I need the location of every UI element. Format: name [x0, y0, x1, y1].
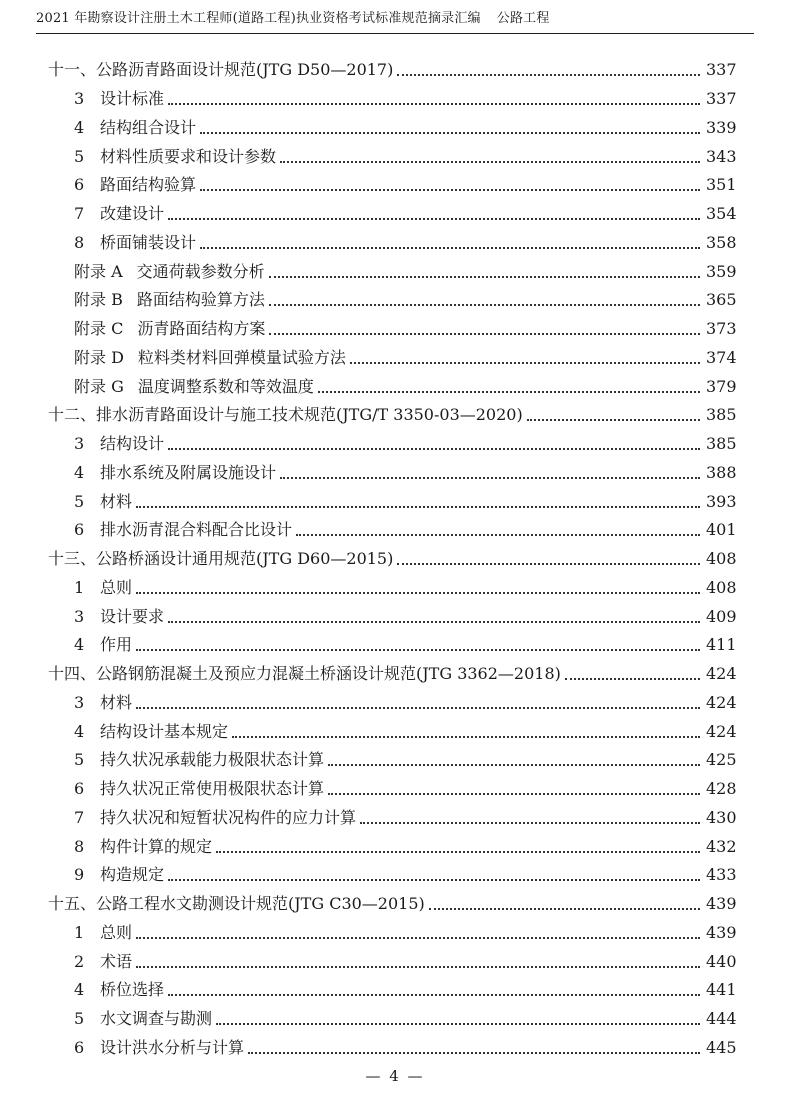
dot-leader — [200, 132, 700, 134]
toc-entry-number: 6 — [74, 779, 85, 799]
toc-entry-number: 4 — [74, 117, 85, 137]
toc-entry-page: 385 — [706, 405, 737, 425]
toc-entry-title: 十三、公路桥涵设计通用规范(JTG D60—2015) — [48, 549, 394, 569]
dot-leader — [280, 161, 700, 163]
toc-entry-title: 结构设计基本规定 — [100, 721, 229, 741]
toc-entry-page: 433 — [706, 865, 737, 885]
toc-subsection-entry[interactable] — [0, 861, 790, 890]
toc-subsection-entry[interactable] — [0, 430, 790, 459]
dot-leader — [168, 879, 700, 881]
toc-entry-number: 6 — [74, 520, 85, 540]
toc-subsection-entry[interactable] — [0, 919, 790, 948]
toc-subsection-entry[interactable] — [0, 85, 790, 114]
toc-entry-page: 424 — [706, 721, 737, 741]
toc-entry-title: 设计标准 — [100, 89, 165, 109]
toc-entry-title: 结构组合设计 — [100, 117, 197, 137]
toc-subsection-entry[interactable] — [0, 516, 790, 545]
running-header — [36, 9, 754, 34]
toc-entry-page: 401 — [706, 520, 737, 540]
toc-entry-page: 351 — [706, 175, 737, 195]
dot-leader — [280, 477, 700, 479]
dot-leader — [136, 649, 700, 651]
toc-subsection-entry[interactable] — [0, 229, 790, 258]
dot-leader — [318, 391, 700, 393]
toc-entry-title: 构件计算的规定 — [100, 836, 213, 856]
toc-entry-page: 343 — [706, 146, 737, 166]
toc-entry-page: 440 — [706, 951, 737, 971]
toc-entry-title: 总则 — [100, 577, 133, 597]
dot-leader — [216, 1023, 700, 1025]
toc-entry-page: 358 — [706, 232, 737, 252]
dot-leader — [269, 276, 700, 278]
toc-entry-title: 路面结构验算 — [100, 175, 197, 195]
toc-entry-title: 十一、公路沥青路面设计规范(JTG D50—2017) — [48, 60, 394, 80]
dot-leader — [136, 937, 700, 939]
dot-leader — [168, 218, 700, 220]
toc-entry-page: 424 — [706, 692, 737, 712]
dot-leader — [296, 534, 700, 536]
toc-subsection-entry[interactable] — [0, 976, 790, 1005]
toc-subsection-entry[interactable] — [0, 171, 790, 200]
dot-leader — [200, 189, 700, 191]
toc-subsection-entry[interactable] — [0, 372, 790, 401]
dot-leader — [136, 592, 700, 594]
toc-entry-number: 附录 G — [74, 376, 124, 396]
toc-entry-title: 构造规定 — [100, 865, 165, 885]
toc-subsection-entry[interactable] — [0, 574, 790, 603]
toc-entry-page: 374 — [706, 347, 737, 367]
toc-entry-number: 7 — [74, 204, 85, 224]
toc-entry-number: 7 — [74, 807, 85, 827]
header-part: 公路工程 — [496, 11, 550, 26]
toc-entry-number: 8 — [74, 836, 85, 856]
toc-subsection-entry[interactable] — [0, 631, 790, 660]
toc-entry-title: 设计要求 — [100, 606, 165, 626]
toc-entry-title: 持久状况承载能力极限状态计算 — [100, 750, 325, 770]
dot-leader — [216, 851, 700, 853]
dot-leader — [200, 247, 700, 249]
toc-entry-page: 444 — [706, 1009, 737, 1029]
toc-subsection-entry[interactable] — [0, 200, 790, 229]
toc-subsection-entry[interactable] — [0, 775, 790, 804]
toc-entry-title: 十二、排水沥青路面设计与施工技术规范(JTG/T 3350-03—2020) — [48, 405, 523, 425]
toc-entry-number: 3 — [74, 434, 85, 454]
dot-leader — [397, 563, 700, 565]
toc-entry-page: 354 — [706, 204, 737, 224]
toc-subsection-entry[interactable] — [0, 832, 790, 861]
dot-leader — [168, 103, 700, 105]
toc-entry-page: 373 — [706, 319, 737, 339]
toc-subsection-entry[interactable] — [0, 459, 790, 488]
toc-subsection-entry[interactable] — [0, 746, 790, 775]
dot-leader — [429, 908, 700, 910]
toc-entry-page: 432 — [706, 836, 737, 856]
page-number: — 4 — — [365, 1067, 425, 1085]
toc-entry-page: 339 — [706, 117, 737, 137]
dot-leader — [328, 793, 700, 795]
toc-entry-number: 1 — [74, 577, 85, 597]
toc-entry-number: 3 — [74, 692, 85, 712]
toc-entry-page: 409 — [706, 606, 737, 626]
toc-entry-page: 379 — [706, 376, 737, 396]
toc-subsection-entry[interactable] — [0, 315, 790, 344]
toc-section-entry[interactable] — [0, 545, 790, 574]
toc-entry-title: 材料性质要求和设计参数 — [100, 146, 277, 166]
toc-subsection-entry[interactable] — [0, 142, 790, 171]
toc-entry-number: 3 — [74, 606, 85, 626]
toc-entry-page: 359 — [706, 261, 737, 281]
dot-leader — [136, 506, 700, 508]
toc-subsection-entry[interactable] — [0, 487, 790, 516]
toc-entry-title: 桥位选择 — [100, 980, 165, 1000]
toc-entry-number: 1 — [74, 922, 85, 942]
toc-entry-title: 术语 — [100, 951, 133, 971]
toc-entry-page: 408 — [706, 549, 737, 569]
toc-entry-number: 4 — [74, 980, 85, 1000]
toc-entry-title: 排水系统及附属设施设计 — [100, 462, 277, 482]
toc-section-entry[interactable] — [0, 660, 790, 689]
toc-entry-page: 408 — [706, 577, 737, 597]
toc-subsection-entry[interactable] — [0, 114, 790, 143]
toc-entry-number: 4 — [74, 721, 85, 741]
toc-subsection-entry[interactable] — [0, 344, 790, 373]
dot-leader — [136, 707, 700, 709]
toc-entry-title: 持久状况正常使用极限状态计算 — [100, 779, 325, 799]
dot-leader — [168, 994, 700, 996]
toc-entry-title: 材料 — [100, 491, 133, 511]
toc-entry-title: 结构设计 — [100, 434, 165, 454]
toc-entry-title: 沥青路面结构方案 — [137, 319, 266, 339]
toc-entry-number: 6 — [74, 175, 85, 195]
toc-subsection-entry[interactable] — [0, 717, 790, 746]
dot-leader — [360, 822, 700, 824]
toc-entry-title: 作用 — [100, 635, 133, 655]
dot-leader — [168, 448, 700, 450]
dot-leader — [232, 736, 700, 738]
toc-entry-page: 439 — [706, 922, 737, 942]
dot-leader — [168, 621, 700, 623]
toc-entry-page: 430 — [706, 807, 737, 827]
table-of-contents — [0, 56, 790, 1062]
toc-entry-title: 持久状况和短暂状况构件的应力计算 — [100, 807, 357, 827]
toc-entry-number: 3 — [74, 89, 85, 109]
toc-entry-page: 365 — [706, 290, 737, 310]
toc-entry-title: 温度调整系数和等效温度 — [137, 376, 314, 396]
dot-leader — [527, 419, 700, 421]
header-title: 2021 年勘察设计注册土木工程师(道路工程)执业资格考试标准规范摘录汇编 — [36, 11, 481, 26]
toc-entry-page: 441 — [706, 980, 737, 1000]
toc-subsection-entry[interactable] — [0, 804, 790, 833]
toc-subsection-entry[interactable] — [0, 286, 790, 315]
toc-subsection-entry[interactable] — [0, 602, 790, 631]
toc-entry-number: 4 — [74, 462, 85, 482]
toc-entry-title: 桥面铺装设计 — [100, 232, 197, 252]
toc-entry-page: 428 — [706, 779, 737, 799]
toc-entry-number: 5 — [74, 1009, 85, 1029]
toc-subsection-entry[interactable] — [0, 1005, 790, 1034]
toc-entry-number: 附录 B — [74, 290, 123, 310]
toc-entry-title: 改建设计 — [100, 204, 165, 224]
toc-entry-page: 424 — [706, 664, 737, 684]
toc-subsection-entry[interactable] — [0, 947, 790, 976]
toc-entry-number: 9 — [74, 865, 85, 885]
toc-entry-title: 水文调查与勘测 — [100, 1009, 213, 1029]
toc-subsection-entry[interactable] — [0, 1034, 790, 1063]
toc-entry-title: 总则 — [100, 922, 133, 942]
toc-entry-number: 5 — [74, 750, 85, 770]
toc-entry-page: 337 — [706, 89, 737, 109]
toc-section-entry[interactable] — [0, 56, 790, 85]
dot-leader — [350, 362, 700, 364]
toc-entry-number: 6 — [74, 1037, 85, 1057]
toc-entry-page: 411 — [706, 635, 737, 655]
toc-entry-title: 排水沥青混合料配合比设计 — [100, 520, 293, 540]
toc-entry-page: 445 — [706, 1037, 737, 1057]
dot-leader — [565, 678, 700, 680]
toc-entry-title: 十五、公路工程水文勘测设计规范(JTG C30—2015) — [48, 894, 425, 914]
toc-entry-title: 材料 — [100, 692, 133, 712]
toc-entry-title: 十四、公路钢筋混凝土及预应力混凝土桥涵设计规范(JTG 3362—2018) — [48, 664, 561, 684]
toc-entry-title: 路面结构验算方法 — [136, 290, 265, 310]
dot-leader — [136, 966, 700, 968]
dot-leader — [269, 333, 700, 335]
dot-leader — [397, 74, 700, 76]
toc-entry-number: 附录 A — [74, 261, 123, 281]
toc-entry-number: 4 — [74, 635, 85, 655]
toc-entry-number: 8 — [74, 232, 85, 252]
toc-entry-title: 粒料类材料回弹模量试验方法 — [137, 347, 346, 367]
toc-entry-number: 5 — [74, 491, 85, 511]
dot-leader — [328, 764, 700, 766]
toc-entry-page: 337 — [706, 60, 737, 80]
toc-entry-number: 2 — [74, 951, 85, 971]
toc-entry-page: 393 — [706, 491, 737, 511]
toc-subsection-entry[interactable] — [0, 689, 790, 718]
dot-leader — [269, 304, 700, 306]
toc-entry-number: 5 — [74, 146, 85, 166]
toc-entry-title: 交通荷载参数分析 — [136, 261, 265, 281]
toc-entry-title: 设计洪水分析与计算 — [100, 1037, 245, 1057]
toc-entry-page: 439 — [706, 894, 737, 914]
toc-subsection-entry[interactable] — [0, 257, 790, 286]
toc-entry-page: 388 — [706, 462, 737, 482]
toc-entry-number: 附录 C — [74, 319, 124, 339]
toc-section-entry[interactable] — [0, 401, 790, 430]
toc-entry-page: 385 — [706, 434, 737, 454]
dot-leader — [248, 1052, 700, 1054]
toc-entry-page: 425 — [706, 750, 737, 770]
toc-section-entry[interactable] — [0, 890, 790, 919]
toc-entry-number: 附录 D — [74, 347, 124, 367]
